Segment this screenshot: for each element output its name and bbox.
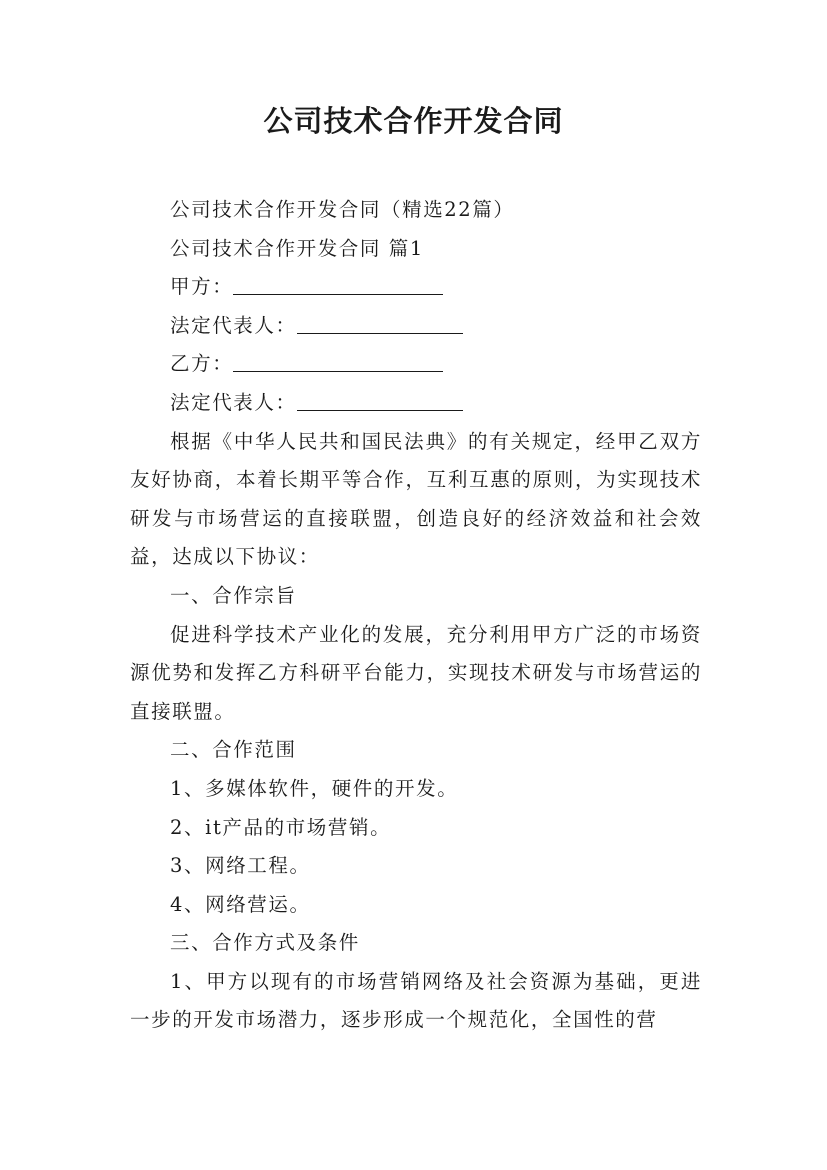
party-a-label: 甲方： [170,275,234,299]
purpose-paragraph: 促进科学技术产业化的发展，充分利用甲方广泛的市场资源优势和发挥乙方科研平台能力，实现技术研发与市场营运的直接联盟。 [130,622,702,723]
rep-b-blank [297,386,463,411]
party-b-blank [233,347,443,372]
scope-item-1: 1、多媒体软件，硬件的开发。 [170,776,459,800]
scope-item-4: 4、网络营运。 [170,892,311,916]
party-a-blank [233,270,443,295]
party-a-line [130,268,702,307]
document-title: 公司技术合作开发合同 [263,104,564,138]
section-heading: 公司技术合作开发合同 篇1 [170,236,424,260]
clause-heading-1: 一、合作宗旨 [170,583,297,607]
rep-a-label: 法定代表人： [170,313,297,337]
scope-item-3: 3、网络工程。 [170,854,311,878]
intro-paragraph: 根据《中华人民共和国民法典》的有关规定，经甲乙双方友好协商，本着长期平等合作，互利互惠的原则，为实现技术研发与市场营运的直接联盟，创造良好的经济效益和社会效益，达成以下协议： [130,429,702,569]
rep-a-line [130,307,702,346]
party-b-label: 乙方： [170,352,234,376]
document-subtitle: 公司技术合作开发合同（精选22篇） [170,198,515,221]
party-b-line [130,345,702,384]
rep-a-blank [297,309,463,334]
rep-b-label: 法定代表人： [170,390,297,414]
document-body [130,191,702,1040]
scope-item-2: 2、it产品的市场营销。 [170,815,392,839]
clause-heading-3: 三、合作方式及条件 [170,931,360,955]
rep-b-line [130,384,702,423]
cooperation-item-1: 1、甲方以现有的市场营销网络及社会资源为基础，更进一步的开发市场潜力，逐步形成一个规范化，全国性的营 [130,969,702,1032]
clause-heading-2: 二、合作范围 [170,738,297,762]
